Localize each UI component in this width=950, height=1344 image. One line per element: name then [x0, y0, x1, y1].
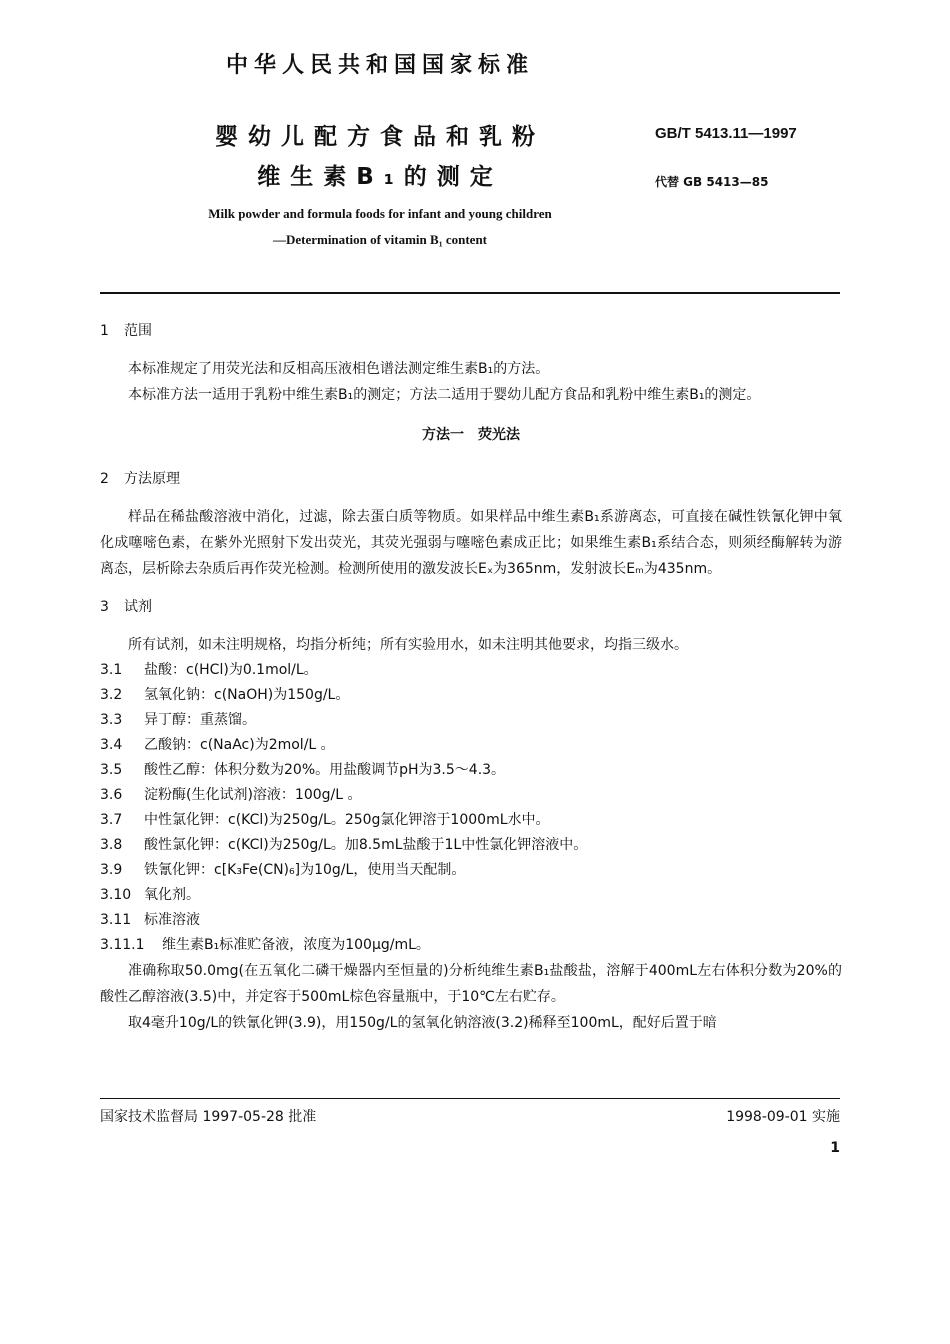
list-item: 3.11.1 维生素B₁标准贮备液，浓度为100μg/mL。: [100, 937, 430, 953]
list-item: 3.5 酸性乙醇：体积分数为20%。用盐酸调节pH为3.5～4.3。: [100, 762, 506, 778]
english-title-line2: —Determination of vitamin B₁ content: [272, 232, 488, 247]
section-heading: 2 方法原理: [100, 471, 180, 487]
paragraph: 样品在稀盐酸溶液中消化，过滤，除去蛋白质等物质。如果样品中维生素B₁系游离态，可直接在碱性铁氰化钾中氧化成噻嘧色素，在紫外光照射下发出荧光，其荧光强弱与噻嘧色素成正比；如果维生素B₁系结合态，则须经酶解转为游离态，层析除去杂质后再作荧光检测。检测所使用的激发波长Eₓ为365nm，发射波长Eₘ为435nm。: [100, 509, 842, 577]
list-item: 3.1 盐酸：c(HCl)为0.1mol/L。: [100, 662, 318, 678]
list-item: 3.10 氧化剂。: [100, 887, 200, 903]
section-heading: 1 范围: [100, 323, 152, 339]
paragraph: 本标准方法一适用于乳粉中维生素B₁的测定；方法二适用于婴幼儿配方食品和乳粉中维生素B₁的测定。: [128, 387, 761, 403]
paragraph: 准确称取50.0mg(在五氧化二磷干燥器内至恒量的)分析纯维生素B₁盐酸盐，溶解于400mL左右体积分数为20%的酸性乙醇溶液(3.5)中，并定容于500mL棕色容量瓶中，于10℃左右贮存。: [100, 963, 842, 1005]
list-item: 3.8 酸性氯化钾：c(KCl)为250g/L。加8.5mL盐酸于1L中性氯化钾溶液中。: [100, 837, 588, 853]
standard-code: GB/T 5413.11—1997: [655, 125, 797, 142]
section-heading: 3 试剂: [100, 599, 152, 615]
document-title-line2: 维生素B₁的测定: [257, 164, 503, 190]
document-title-line1: 婴幼儿配方食品和乳粉: [215, 124, 545, 150]
effective-date: 1998-09-01 实施: [726, 1109, 840, 1125]
english-title-line1: Milk powder and formula foods for infant and young children: [208, 206, 552, 221]
header-divider: [100, 292, 840, 294]
list-item: 3.11 标准溶液: [100, 912, 200, 928]
paragraph: 所有试剂，如未注明规格，均指分析纯；所有实验用水，如未注明其他要求，均指三级水。: [128, 637, 688, 653]
replaces-standard: 代替 GB 5413—85: [655, 175, 769, 189]
paragraph: 本标准规定了用荧光法和反相高压液相色谱法测定维生素B₁的方法。: [128, 361, 550, 377]
list-item: 3.2 氢氧化钠：c(NaOH)为150g/L。: [100, 687, 350, 703]
approval-date: 国家技术监督局 1997-05-28 批准: [100, 1109, 317, 1125]
list-item: 3.6 淀粉酶(生化试剂)溶液：100g/L 。: [100, 787, 362, 803]
paragraph: 取4毫升10g/L的铁氰化钾(3.9)，用150g/L的氢氧化钠溶液(3.2)稀释至100mL，配好后置于暗: [128, 1015, 717, 1031]
list-item: 3.4 乙酸钠：c(NaAc)为2mol/L 。: [100, 737, 335, 753]
document-body: [100, 318, 842, 1036]
footer-divider: [100, 1098, 840, 1099]
page-number: 1: [830, 1140, 840, 1156]
list-item: 3.9 铁氰化钾：c[K₃Fe(CN)₆]为10g/L，使用当天配制。: [100, 862, 466, 878]
method-heading: 方法一 荧光法: [422, 427, 520, 443]
list-item: 3.7 中性氯化钾：c(KCl)为250g/L。250g氯化钾溶于1000mL水中。: [100, 812, 550, 828]
national-standard-heading: 中华人民共和国国家标准: [225, 53, 534, 78]
list-item: 3.3 异丁醇：重蒸馏。: [100, 712, 256, 728]
